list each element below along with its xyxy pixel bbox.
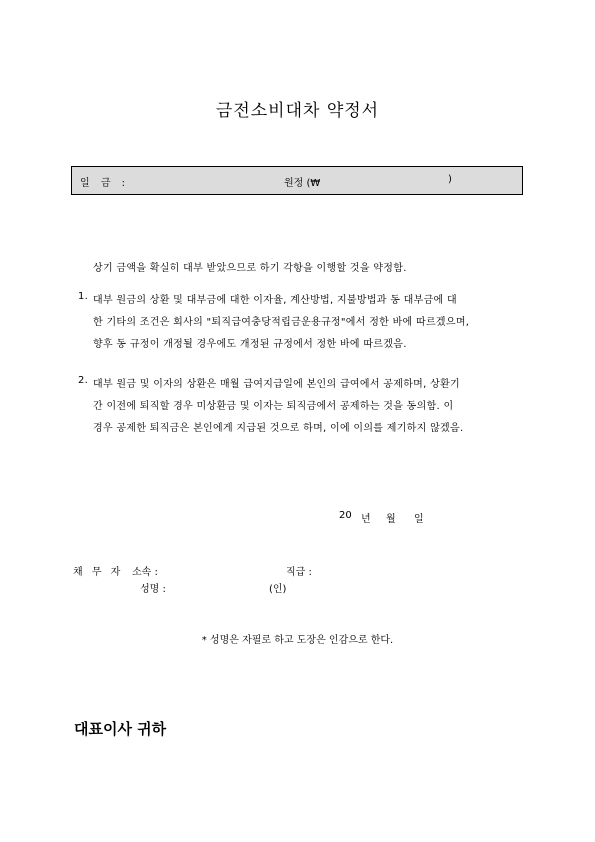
date-year-label: 년	[361, 514, 371, 525]
amount-box	[71, 166, 523, 195]
intro-text: 상기 금액을 확실히 대부 받았으므로 하기 각항을 이행할 것을 약정함.	[93, 263, 407, 274]
debtor-affiliation-label: 소속 :	[132, 567, 158, 578]
debtor-label: 채 무 자	[73, 567, 121, 578]
clause-line: 간 이전에 퇴직할 경우 미상환금 및 이자는 퇴직금에서 공제하는 것을 동의함. 이	[93, 401, 454, 412]
clause-line: 경우 공제한 퇴직금은 본인에게 지급된 것으로 하며, 이에 이의를 제기하지 않겠음.	[93, 423, 464, 434]
amount-label: 일 금 :	[80, 178, 126, 189]
clause-line: 대부 원금 및 이자의 상환은 매월 급여지급일에 본인의 급여에서 공제하며, 상환기	[93, 379, 460, 390]
clause-line: 향후 동 규정이 개정될 경우에도 개정된 규정에서 정한 바에 따르겠음.	[93, 339, 407, 350]
addressee: 대표이사 귀하	[74, 720, 167, 738]
clause-number: 2.	[78, 375, 89, 386]
signature-note: * 성명은 자필로 하고 도장은 인감으로 한다.	[201, 635, 394, 646]
debtor-name-label: 성명 :	[140, 584, 166, 595]
document-title: 금전소비대차 약정서	[215, 101, 380, 121]
debtor-rank-label: 직급 :	[286, 567, 312, 578]
clause-line: 대부 원금의 상환 및 대부금에 대한 이자율, 계산방법, 지불방법과 동 대부금에 대	[93, 295, 457, 306]
amount-currency-label: 원정 (₩	[284, 178, 321, 189]
amount-close-paren: )	[448, 174, 452, 185]
clause-line: 한 기타의 조건은 회사의 "퇴직급여충당적립금운용규정"에서 정한 바에 따르겠으며,	[93, 317, 470, 328]
date-month-label: 월	[386, 514, 396, 525]
clause-number: 1.	[78, 291, 89, 302]
debtor-seal: (인)	[269, 584, 287, 595]
date-year-prefix: 20	[339, 510, 352, 521]
date-day-label: 일	[414, 514, 424, 525]
